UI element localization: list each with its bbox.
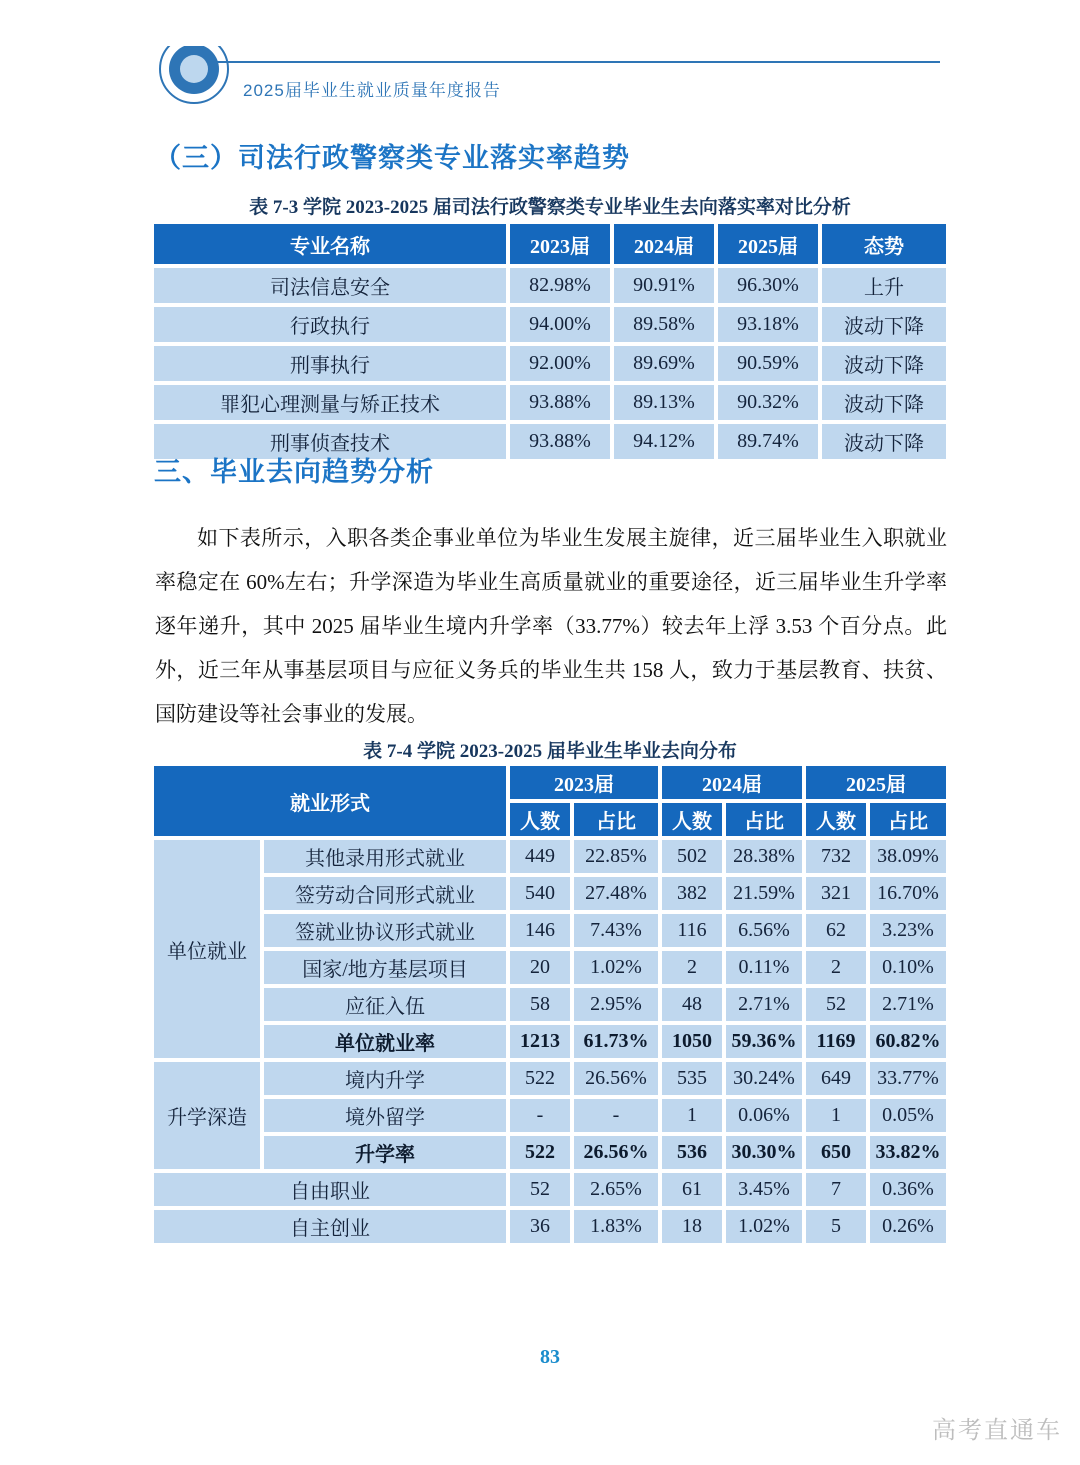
count-cell: 2 xyxy=(662,951,722,984)
table-7-4 xyxy=(150,762,950,1247)
count-cell: 1213 xyxy=(510,1025,570,1058)
percent-cell: 30.24% xyxy=(726,1062,802,1095)
header-divider xyxy=(214,61,940,63)
table-7-3-head xyxy=(154,224,946,264)
count-cell: 61 xyxy=(662,1173,722,1206)
rate-cell: 90.32% xyxy=(718,385,818,420)
employment-form-cell: 签就业协议形式就业 xyxy=(264,914,506,947)
count-cell: 449 xyxy=(510,840,570,873)
percent-cell: 60.82% xyxy=(870,1025,946,1058)
count-cell: 36 xyxy=(510,1210,570,1243)
rate-cell: 90.59% xyxy=(718,346,818,381)
percent-cell: 0.36% xyxy=(870,1173,946,1206)
employment-form-cell: 自主创业 xyxy=(154,1210,506,1243)
employment-form-cell: 签劳动合同形式就业 xyxy=(264,877,506,910)
table-row xyxy=(154,1099,946,1132)
count-cell: 522 xyxy=(510,1136,570,1169)
table-row xyxy=(154,346,946,381)
percent-cell: 2.71% xyxy=(870,988,946,1021)
percent-cell: 2.71% xyxy=(726,988,802,1021)
table-7-3-col-header: 态势 xyxy=(822,224,946,264)
percent-cell: 33.77% xyxy=(870,1062,946,1095)
table-7-4-sub-header: 占比 xyxy=(870,803,946,836)
table-7-4-corner-header: 就业形式 xyxy=(154,766,506,836)
percent-cell: 3.23% xyxy=(870,914,946,947)
table-7-3-col-header: 2025届 xyxy=(718,224,818,264)
rate-cell: 89.58% xyxy=(614,307,714,342)
rate-cell: 89.74% xyxy=(718,424,818,459)
subsection-heading: （三）司法行政警察类专业落实率趋势 xyxy=(154,143,630,173)
count-cell: 535 xyxy=(662,1062,722,1095)
count-cell: 116 xyxy=(662,914,722,947)
table-7-4-head xyxy=(154,766,946,836)
percent-cell: 22.85% xyxy=(574,840,658,873)
percent-cell: 26.56% xyxy=(574,1062,658,1095)
rate-cell: 89.13% xyxy=(614,385,714,420)
employment-form-cell: 升学率 xyxy=(264,1136,506,1169)
table-7-3-col-header: 2024届 xyxy=(614,224,714,264)
table-7-4-caption: 表 7-4 学院 2023-2025 届毕业生毕业去向分布 xyxy=(363,741,737,762)
percent-cell: 30.30% xyxy=(726,1136,802,1169)
major-name-cell: 行政执行 xyxy=(154,307,506,342)
percent-cell: 33.82% xyxy=(870,1136,946,1169)
percent-cell: 0.11% xyxy=(726,951,802,984)
rate-cell: 波动下降 xyxy=(822,346,946,381)
major-name-cell: 司法信息安全 xyxy=(154,268,506,303)
table-7-3-caption: 表 7-3 学院 2023-2025 届司法行政警察类专业毕业生去向落实率对比分析 xyxy=(249,197,851,218)
document-header xyxy=(0,0,1080,130)
count-cell: 7 xyxy=(806,1173,866,1206)
count-cell: 62 xyxy=(806,914,866,947)
count-cell: 1169 xyxy=(806,1025,866,1058)
rate-cell: 上升 xyxy=(822,268,946,303)
major-name-cell: 刑事侦查技术 xyxy=(154,424,506,459)
rate-cell: 92.00% xyxy=(510,346,610,381)
percent-cell: 26.56% xyxy=(574,1136,658,1169)
rate-cell: 波动下降 xyxy=(822,385,946,420)
count-cell: 382 xyxy=(662,877,722,910)
count-cell: 1050 xyxy=(662,1025,722,1058)
school-logo-icon xyxy=(156,46,234,122)
employment-form-cell: 境内升学 xyxy=(264,1062,506,1095)
count-cell: 536 xyxy=(662,1136,722,1169)
percent-cell: 3.45% xyxy=(726,1173,802,1206)
table-7-4-sub-header: 占比 xyxy=(726,803,802,836)
table-7-4-body xyxy=(154,840,946,1243)
count-cell: 146 xyxy=(510,914,570,947)
count-cell: 2 xyxy=(806,951,866,984)
table-7-3-col-header: 专业名称 xyxy=(154,224,506,264)
major-name-cell: 刑事执行 xyxy=(154,346,506,381)
count-cell: 1 xyxy=(806,1099,866,1132)
section-heading: 三、毕业去向趋势分析 xyxy=(154,457,434,487)
percent-cell: 1.02% xyxy=(574,951,658,984)
percent-cell: 0.05% xyxy=(870,1099,946,1132)
table-row xyxy=(154,840,946,873)
page-number: 83 xyxy=(540,1346,560,1368)
count-cell: 502 xyxy=(662,840,722,873)
count-cell: 20 xyxy=(510,951,570,984)
percent-cell: 59.36% xyxy=(726,1025,802,1058)
percent-cell: 16.70% xyxy=(870,877,946,910)
category-group-cell: 升学深造 xyxy=(154,1062,260,1169)
watermark: 高考直通车 xyxy=(932,1417,1062,1444)
table-row xyxy=(154,1025,946,1058)
count-cell: 650 xyxy=(806,1136,866,1169)
table-7-4-year-header: 2024届 xyxy=(662,766,802,799)
rate-cell: 波动下降 xyxy=(822,424,946,459)
count-cell: 321 xyxy=(806,877,866,910)
table-7-3-body xyxy=(154,268,946,459)
header-title: 2025届毕业生就业质量年度报告 xyxy=(243,81,501,100)
rate-cell: 94.12% xyxy=(614,424,714,459)
employment-form-cell: 单位就业率 xyxy=(264,1025,506,1058)
rate-cell: 93.88% xyxy=(510,385,610,420)
employment-form-cell: 其他录用形式就业 xyxy=(264,840,506,873)
rate-cell: 93.18% xyxy=(718,307,818,342)
body-paragraph: 如下表所示，入职各类企事业单位为毕业生发展主旋律，近三届毕业生入职就业率稳定在 60%左右；升学深造为毕业生高质量就业的重要途径，近三届毕业生升学率逐年递升，其中 2025 届毕业生境内升学率（33.77%）较去年上浮 3.53 个百分点。此外，近三年从事基层项目与应征义务兵的毕业生共 158 人，致力于基层教育、扶贫、国防建设等社会事业的发展。 xyxy=(155,526,947,726)
table-row xyxy=(154,307,946,342)
percent-cell: 1.02% xyxy=(726,1210,802,1243)
rate-cell: 94.00% xyxy=(510,307,610,342)
percent-cell: 61.73% xyxy=(574,1025,658,1058)
major-name-cell: 罪犯心理测量与矫正技术 xyxy=(154,385,506,420)
table-7-4-year-header: 2025届 xyxy=(806,766,946,799)
count-cell: 732 xyxy=(806,840,866,873)
table-row xyxy=(154,877,946,910)
count-cell: 5 xyxy=(806,1210,866,1243)
percent-cell: 21.59% xyxy=(726,877,802,910)
rate-cell: 93.88% xyxy=(510,424,610,459)
table-7-4-sub-header: 人数 xyxy=(662,803,722,836)
percent-cell: 28.38% xyxy=(726,840,802,873)
count-cell: - xyxy=(510,1099,570,1132)
employment-form-cell: 国家/地方基层项目 xyxy=(264,951,506,984)
table-row xyxy=(154,1210,946,1243)
table-row xyxy=(154,914,946,947)
rate-cell: 90.91% xyxy=(614,268,714,303)
table-row xyxy=(154,951,946,984)
employment-form-cell: 境外留学 xyxy=(264,1099,506,1132)
table-7-4-sub-header: 人数 xyxy=(510,803,570,836)
table-7-4-sub-header: 占比 xyxy=(574,803,658,836)
percent-cell: 0.06% xyxy=(726,1099,802,1132)
table-row xyxy=(154,988,946,1021)
count-cell: 52 xyxy=(806,988,866,1021)
rate-cell: 波动下降 xyxy=(822,307,946,342)
percent-cell: 38.09% xyxy=(870,840,946,873)
rate-cell: 96.30% xyxy=(718,268,818,303)
employment-form-cell: 应征入伍 xyxy=(264,988,506,1021)
percent-cell: 6.56% xyxy=(726,914,802,947)
count-cell: 52 xyxy=(510,1173,570,1206)
percent-cell: 0.10% xyxy=(870,951,946,984)
count-cell: 540 xyxy=(510,877,570,910)
count-cell: 522 xyxy=(510,1062,570,1095)
count-cell: 649 xyxy=(806,1062,866,1095)
table-row xyxy=(154,1136,946,1169)
count-cell: 1 xyxy=(662,1099,722,1132)
table-row xyxy=(154,1062,946,1095)
table-row xyxy=(154,1173,946,1206)
rate-cell: 82.98% xyxy=(510,268,610,303)
percent-cell: 2.95% xyxy=(574,988,658,1021)
table-7-3-col-header: 2023届 xyxy=(510,224,610,264)
percent-cell: 2.65% xyxy=(574,1173,658,1206)
category-group-cell: 单位就业 xyxy=(154,840,260,1058)
percent-cell: 1.83% xyxy=(574,1210,658,1243)
count-cell: 48 xyxy=(662,988,722,1021)
percent-cell: 0.26% xyxy=(870,1210,946,1243)
count-cell: 58 xyxy=(510,988,570,1021)
logo-inner-circle xyxy=(180,55,208,83)
rate-cell: 89.69% xyxy=(614,346,714,381)
percent-cell: 7.43% xyxy=(574,914,658,947)
table-row xyxy=(154,385,946,420)
table-row xyxy=(154,268,946,303)
table-7-3 xyxy=(150,220,950,463)
table-7-4-year-header: 2023届 xyxy=(510,766,658,799)
table-7-4-sub-header: 人数 xyxy=(806,803,866,836)
percent-cell: - xyxy=(574,1099,658,1132)
employment-form-cell: 自由职业 xyxy=(154,1173,506,1206)
count-cell: 18 xyxy=(662,1210,722,1243)
percent-cell: 27.48% xyxy=(574,877,658,910)
